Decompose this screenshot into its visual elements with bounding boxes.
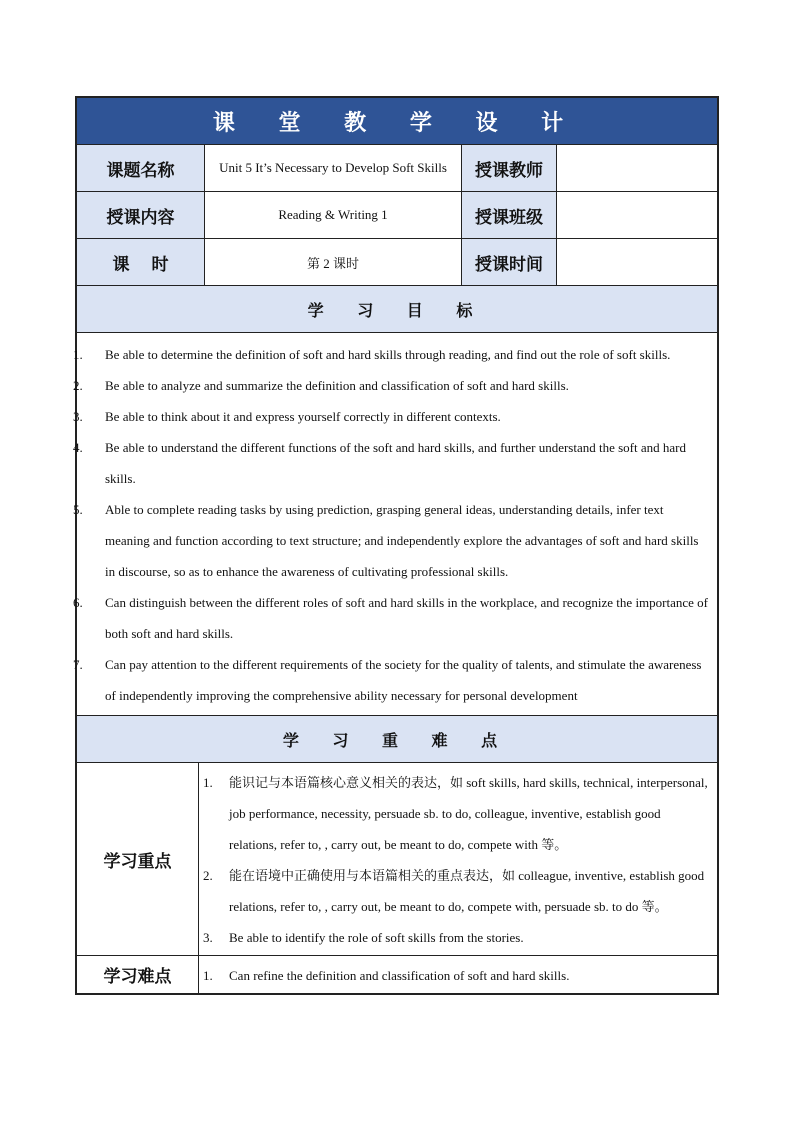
difficult-points-label: 学习难点 <box>77 956 199 993</box>
objective-number: 6. <box>73 595 83 610</box>
objective-text: Be able to analyze and summarize the definition and classification of soft and hard skills. <box>105 378 569 393</box>
objective-number: 3. <box>73 409 83 424</box>
key-points-list <box>199 763 717 955</box>
difficult-points-row <box>77 956 717 993</box>
period-label: 课时 <box>112 254 191 275</box>
objective-item <box>73 432 711 494</box>
period-value: 第 2 课时 <box>205 239 462 285</box>
objective-text: Can pay attention to the different requirements of the society for the quality of talents, and stimulate the awareness of independently improving the comprehensive ability necessary for personal development <box>105 657 702 703</box>
objective-text: Able to complete reading tasks by using prediction, grasping general ideas, understanding details, infer text meaning and function according to text structure; and independently explore the advantages of soft and hard skills in discourse, so as to enhance the awareness of cultivating professional skills. <box>105 502 699 579</box>
topic-value: Unit 5 It’s Necessary to Develop Soft Skills <box>205 145 462 191</box>
content-value: Reading & Writing 1 <box>205 192 462 238</box>
difficult-points-list <box>199 956 717 993</box>
document-title: 课 堂 教 学 设 计 <box>77 98 717 145</box>
objective-text: Be able to determine the definition of soft and hard skills through reading, and find out the role of soft skills. <box>105 347 671 362</box>
objective-item <box>73 339 711 370</box>
key-points-label: 学习重点 <box>77 763 199 955</box>
objective-number: 7. <box>73 657 83 672</box>
objective-text: Be able to think about it and express yourself correctly in different contexts. <box>105 409 501 424</box>
topic-label: 课题名称 <box>77 145 205 191</box>
objective-number: 2. <box>73 378 83 393</box>
key-point-item <box>203 767 711 860</box>
key-points-row <box>77 763 717 956</box>
objective-number: 1. <box>73 347 83 362</box>
teacher-label: 授课教师 <box>462 145 557 191</box>
objective-text: Be able to understand the different functions of the soft and hard skills, and further understand the soft and hard skills. <box>105 440 686 486</box>
class-label: 授课班级 <box>462 192 557 238</box>
lesson-plan-table <box>75 96 719 995</box>
teacher-value <box>557 145 717 191</box>
content-label: 授课内容 <box>77 192 205 238</box>
key-point-number: 3. <box>203 930 213 945</box>
objective-item <box>73 494 711 587</box>
key-point-text: Be able to identify the role of soft skills from the stories. <box>229 930 524 945</box>
key-point-number: 1. <box>203 775 213 790</box>
key-point-number: 2. <box>203 868 213 883</box>
key-point-item <box>203 860 711 922</box>
key-point-text: 能在语境中正确使用与本语篇相关的重点表达，如 colleague, inventive, establish good relations, refer to, , carry out, be meant to do, compete with, persuade sb. to do 等。 <box>229 868 705 914</box>
class-value <box>557 192 717 238</box>
period-label-cell <box>77 239 205 285</box>
objective-item <box>73 587 711 649</box>
info-row-period <box>77 239 717 286</box>
time-label: 授课时间 <box>462 239 557 285</box>
objective-number: 4. <box>73 440 83 455</box>
time-value <box>557 239 717 285</box>
key-point-text: 能识记与本语篇核心意义相关的表达，如 soft skills, hard skills, technical, interpersonal, job performance, necessity, persuade sb. to do, colleague, inventive, establish good relations, refer to, , carry out, be meant to do, compete with 等。 <box>229 775 708 852</box>
info-row-topic <box>77 145 717 192</box>
objectives-list <box>73 333 717 716</box>
objective-item <box>73 649 711 711</box>
difficult-point-text: Can refine the definition and classification of soft and hard skills. <box>229 968 570 983</box>
objective-number: 5. <box>73 502 83 517</box>
key-point-item <box>203 922 711 953</box>
difficult-point-item <box>203 960 711 991</box>
objectives-header: 学 习 目 标 <box>77 286 717 333</box>
objective-text: Can distinguish between the different roles of soft and hard skills in the workplace, and recognize the importance of both soft and hard skills. <box>105 595 708 641</box>
info-row-content <box>77 192 717 239</box>
objective-item <box>73 401 711 432</box>
difficult-point-number: 1. <box>203 968 213 983</box>
objective-item <box>73 370 711 401</box>
key-difficult-header: 学 习 重 难 点 <box>77 716 717 763</box>
